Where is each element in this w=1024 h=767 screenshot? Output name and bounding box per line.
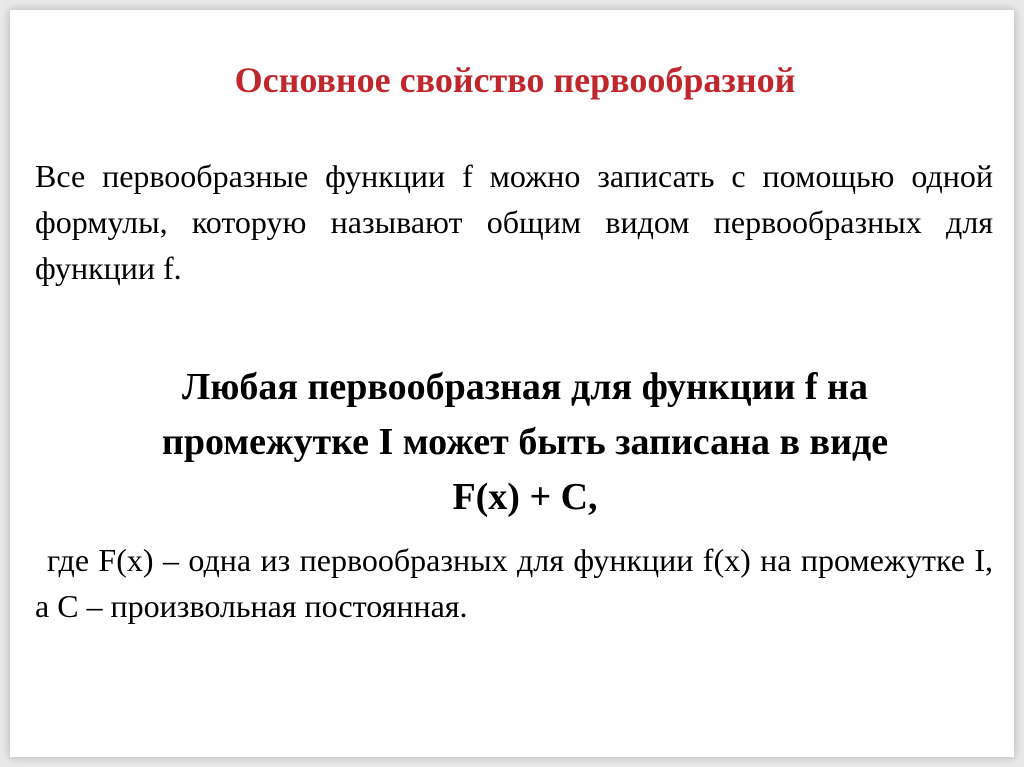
- slide-title: Основное свойство первообразной: [234, 60, 796, 100]
- explanation-paragraph: [35, 537, 993, 629]
- intro-paragraph: Все первообразные функции f можно записать с помощью одной формулы, которую называют общим видом первообразных для функции f.: [35, 158, 993, 286]
- theorem-line-1: Любая первообразная для функции f на: [182, 366, 868, 408]
- slide: [10, 10, 1014, 757]
- theorem-formula: F(x) + C,: [452, 476, 598, 518]
- theorem-statement: [35, 360, 1015, 525]
- theorem-line-2: промежутке I может быть записана в виде: [161, 421, 889, 463]
- explanation-text: где F(x) – одна из первообразных для функции f(x) на промежутке I, а C – произвольная постоянная.: [35, 542, 993, 624]
